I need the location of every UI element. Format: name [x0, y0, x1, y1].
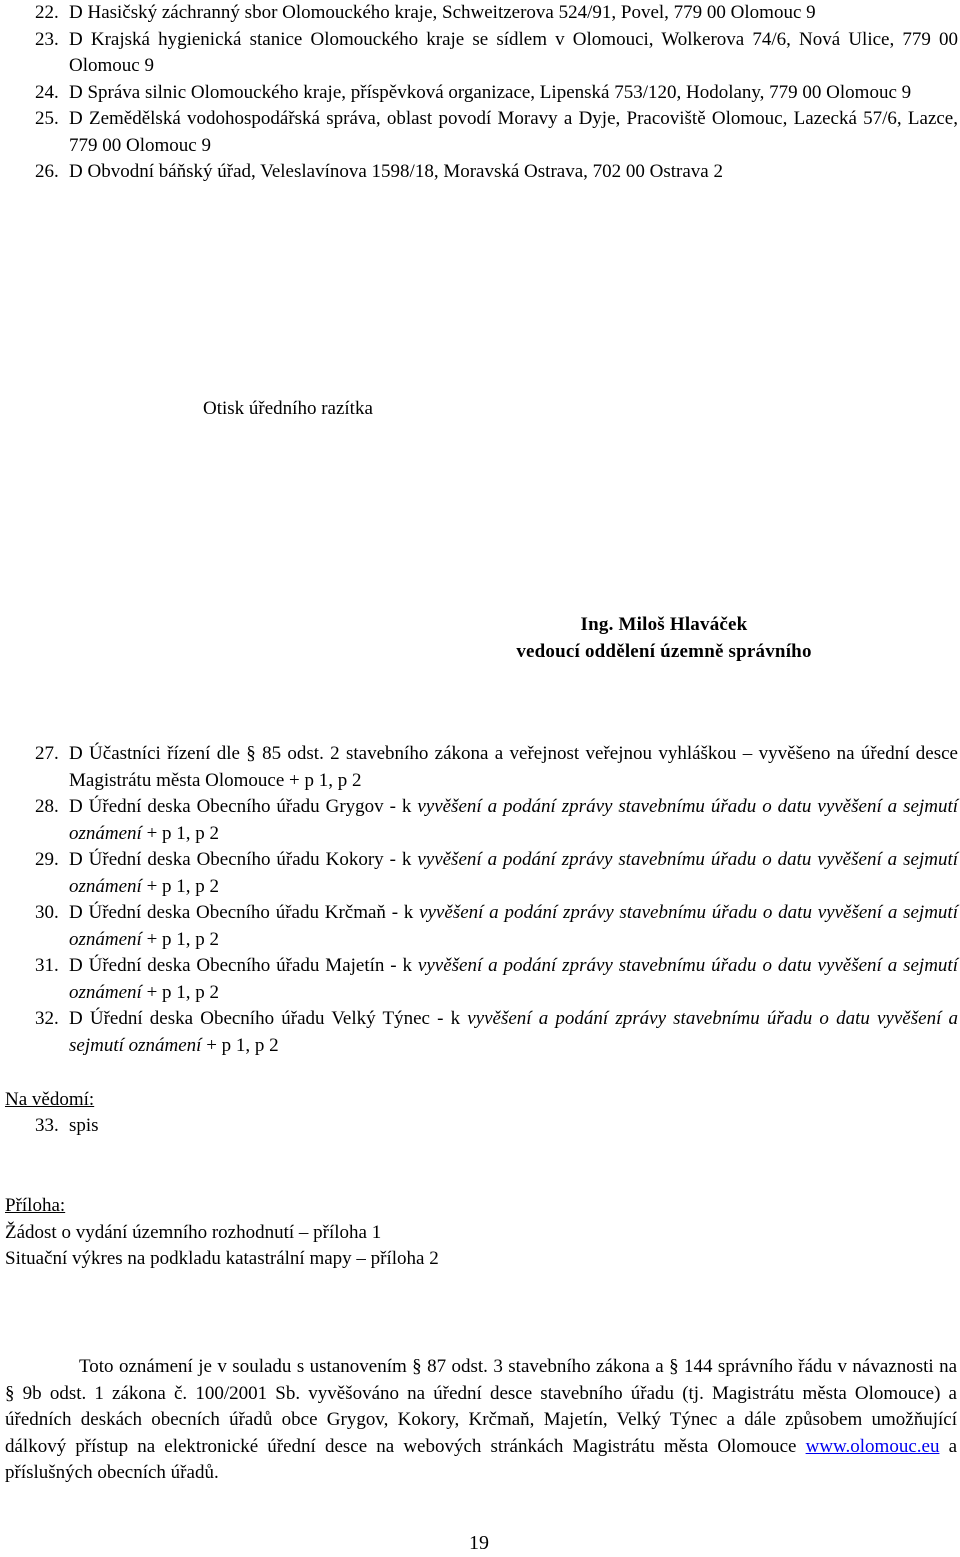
distribution-list-b: [0, 741, 958, 1059]
item-text: D Úřední deska Obecního úřadu Krčmaň - k vyvěšení a podání zprávy stavebnímu úřadu o datu vyvěšení a sejmutí oznámení + p 1, p 2: [69, 902, 958, 950]
signatory-role: vedoucí oddělení územně správního: [516, 640, 812, 662]
list-item: [0, 1006, 958, 1059]
list-item: [0, 794, 958, 847]
distribution-list-c: [0, 1113, 958, 1140]
item-text: D Úřední deska Obecního úřadu Kokory - k vyvěšení a podání zprávy stavebnímu úřadu o datu vyvěšení a sejmutí oznámení + p 1, p 2: [69, 849, 958, 897]
page-number: 19: [469, 1532, 489, 1554]
attachments-heading: Příloha:: [5, 1195, 66, 1216]
item-text: D Úřední deska Obecního úřadu Velký Týnec - k vyvěšení a podání zprávy stavebnímu úřadu o datu vyvěšení a sejmutí oznámení + p 1, p 2: [69, 1008, 959, 1056]
item-number: 23.: [35, 28, 59, 50]
item-number: 27.: [35, 743, 59, 764]
list-item: [0, 953, 958, 1006]
item-text: D Zemědělská vodohospodářská správa, oblast povodí Moravy a Dyje, Pracoviště Olomouc, Lazecká 57/6, Lazce, 779 00 Olomouc 9: [69, 108, 958, 156]
signature-block: [488, 612, 840, 665]
list-item: [0, 1113, 958, 1140]
item-number: 25.: [35, 108, 59, 129]
signatory-name: Ing. Miloš Hlaváček: [580, 614, 748, 635]
distribution-list-a: [0, 0, 958, 186]
list-item: [0, 0, 958, 27]
item-text: D Hasičský záchranný sbor Olomouckého kraje, Schweitzerova 524/91, Povel, 779 00 Olomouc 9: [69, 2, 816, 23]
item-number: 30.: [35, 902, 59, 923]
item-text: D Úřední deska Obecního úřadu Grygov - k vyvěšení a podání zprávy stavebnímu úřadu o datu vyvěšení a sejmutí oznámení + p 1, p 2: [69, 796, 958, 844]
item-number: 28.: [35, 796, 59, 817]
item-text: D Správa silnic Olomouckého kraje, příspěvková organizace, Lipenská 753/120, Hodolany, 779 00 Olomouc 9: [69, 81, 912, 103]
item-number: 24.: [35, 81, 59, 103]
item-number: 29.: [35, 849, 59, 870]
list-item: [0, 847, 958, 900]
item-number: 33.: [35, 1115, 59, 1136]
attachment-item: Žádost o vydání územního rozhodnutí – příloha 1: [5, 1222, 382, 1243]
item-text: D Účastníci řízení dle § 85 odst. 2 stavebního zákona a veřejnost veřejnou vyhláškou – vyvěšeno na úřední desce Magistrátu města Olomouce + p 1, p 2: [69, 743, 958, 791]
list-item: [0, 900, 958, 953]
attachment-item: Situační výkres na podkladu katastrální mapy – příloha 2: [5, 1248, 439, 1269]
list-item: [0, 159, 958, 186]
stamp-placeholder: Otisk úředního razítka: [203, 398, 373, 419]
item-number: 32.: [35, 1008, 59, 1029]
list-item: [0, 106, 958, 159]
item-text: D Krajská hygienická stanice Olomouckého kraje se sídlem v Olomouci, Wolkerova 74/6, Nová Ulice, 779 00 Olomouc 9: [69, 28, 958, 76]
notice-heading: Na vědomí:: [5, 1089, 95, 1110]
item-text: spis: [69, 1115, 99, 1136]
list-item: [0, 741, 958, 794]
final-paragraph: Toto oznámení je v souladu s ustanovením § 87 odst. 3 stavebního zákona a § 144 správního řádu v návaznosti na § 9b odst. 1 zákona č. 100/2001 Sb. vyvěšováno na úřední desce stavebního úřadu (tj. Magistrátu města Olomouce) a úředních deskách obecních úřadů obce Grygov, Kokory, Krčmaň, Majetín, Velký Týnec a dále způsobem umožňující dálkový přístup na elektronické úřední desce na webových stránkách Magistrátu města Olomouce www.olomouc.eu a příslušných obecních úřadů.: [5, 1356, 958, 1483]
item-text: D Úřední deska Obecního úřadu Majetín - k vyvěšení a podání zprávy stavebnímu úřadu o datu vyvěšení a sejmutí oznámení + p 1, p 2: [69, 955, 958, 1003]
website-link[interactable]: www.olomouc.eu: [805, 1435, 940, 1457]
item-number: 26.: [35, 161, 59, 182]
item-text: D Obvodní báňský úřad, Veleslavínova 1598/18, Moravská Ostrava, 702 00 Ostrava 2: [69, 161, 723, 182]
item-number: 31.: [35, 955, 59, 976]
item-number: 22.: [35, 2, 59, 23]
list-item: [0, 27, 958, 80]
list-item: [0, 80, 958, 107]
